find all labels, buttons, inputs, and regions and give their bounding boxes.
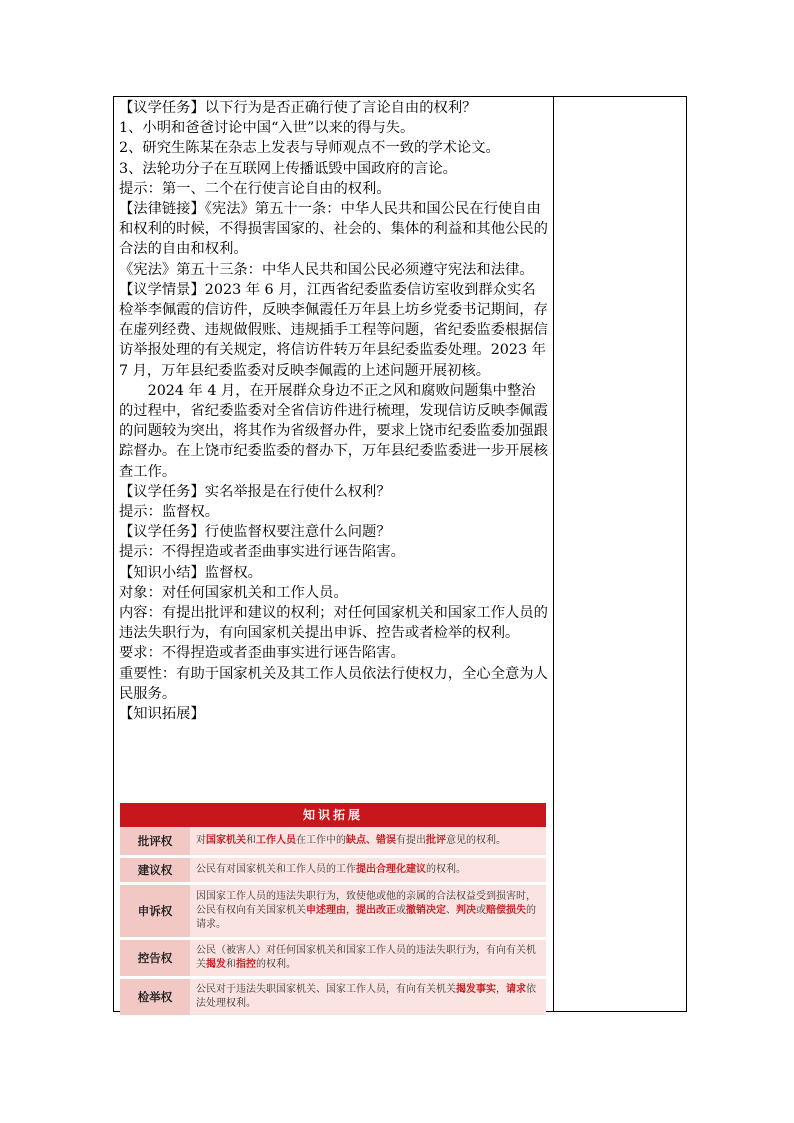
case-item-3: 3、法轮功分子在互联网上传播诋毁中国政府的言论。 xyxy=(119,160,457,177)
case-item-2: 2、研究生陈某在杂志上发表与导师观点不一致的学术论文。 xyxy=(119,140,500,157)
row-text: 因国家工作人员的违法失职行为，致使他或他的亲属的合法权益受到损害时，公民有权向有关国家机关申述理由，提出改正或撤销决定、判决或赔偿损失的请求。 xyxy=(190,885,546,937)
knowledge-summary: 【知识小结】监督权。 xyxy=(119,564,262,581)
task-question-3: 【议学任务】行使监督权要注意什么问题？ xyxy=(119,524,391,541)
row-label: 申诉权 xyxy=(120,885,190,937)
task-question: 【议学任务】以下行为是否正确行使了言论自由的权利？ xyxy=(119,100,477,116)
summary-requirement: 要求：不得捏造或者歪曲事实进行诬告陷害。 xyxy=(119,645,405,662)
summary-content: 内容：有提出批评和建议的权利；对任何国家机关和国家工作人员的违法失职行为，有向国家机关提出申诉、控告或者检举的权利。 xyxy=(119,605,548,642)
law-link-51: 【法律链接】《宪法》第五十一条：中华人民共和国公民在行使自由和权利的时候，不得损害国家的、社会的、集体的利益和其他公民的合法的自由和权利。 xyxy=(119,201,548,258)
row-text: 公民有对国家机关和工作人员的工作提出合理化建议的权利。 xyxy=(190,858,546,882)
table-title: 知识拓展 xyxy=(120,803,546,827)
main-content xyxy=(119,98,549,724)
hint-text-3: 提示：不得捏造或者歪曲事实进行诬告陷害。 xyxy=(119,544,405,561)
scenario-paragraph-1: 【议学情景】2023 年 6 月，江西省纪委监委信访室收到群众实名检举李佩霞的信访件，反映李佩霞任万年县上坊乡党委书记期间，存在虚列经费、违规做假账、违规插手工程等问题，省纪委监委根据信访举报处理的有关规定，将信访件转万年县纪委监委处理。2023 年 7 月，万年县纪委监委对反映李佩霞的上述问题开展初核。 xyxy=(119,281,548,379)
row-text: 公民（被害人）对任何国家机关和国家工作人员的违法失职行为，有向有关机关揭发和指控的权利。 xyxy=(190,940,546,976)
case-item-1: 1、小明和爸爸讨论中国“入世”以来的得与失。 xyxy=(119,120,415,137)
row-text: 公民对于违法失职国家机关、国家工作人员，有向有关机关揭发事实，请求依法处理权利。 xyxy=(190,979,546,1015)
knowledge-extension-table xyxy=(120,803,546,1015)
hint-text-2: 提示：监督权。 xyxy=(119,504,220,521)
column-divider xyxy=(553,96,554,1012)
row-label: 检举权 xyxy=(120,979,190,1015)
row-label: 控告权 xyxy=(120,940,190,976)
table-row xyxy=(120,827,546,855)
task-question-2: 【议学任务】实名举报是在行使什么权利？ xyxy=(119,483,391,500)
summary-object: 对象：对任何国家机关和工作人员。 xyxy=(119,584,348,601)
row-label: 批评权 xyxy=(120,827,190,855)
row-label: 建议权 xyxy=(120,858,190,882)
table-row xyxy=(120,940,546,976)
row-text: 对国家机关和工作人员在工作中的缺点、错误有提出批评意见的权利。 xyxy=(190,827,546,855)
table-row xyxy=(120,979,546,1015)
law-link-53: 《宪法》第五十三条：中华人民共和国公民必须遵守宪法和法律。 xyxy=(119,261,534,278)
knowledge-extension-heading: 【知识拓展】 xyxy=(119,706,205,723)
table-row xyxy=(120,858,546,882)
scenario-paragraph-2: 2024 年 4 月，在开展群众身边不正之风和腐败问题集中整治的过程中，省纪委监委对全省信访件进行梳理，发现信访反映李佩霞的问题较为突出，将其作为省级督办件，要求上饶市纪委监委加强跟踪督办。在上饶市纪委监委的督办下，万年县纪委监委进一步开展核查工作。 xyxy=(119,382,548,480)
hint-text: 提示：第一、二个在行使言论自由的权利。 xyxy=(119,180,391,197)
table-row xyxy=(120,885,546,937)
summary-importance: 重要性：有助于国家机关及其工作人员依法行使权力，全心全意为人民服务。 xyxy=(119,665,548,702)
